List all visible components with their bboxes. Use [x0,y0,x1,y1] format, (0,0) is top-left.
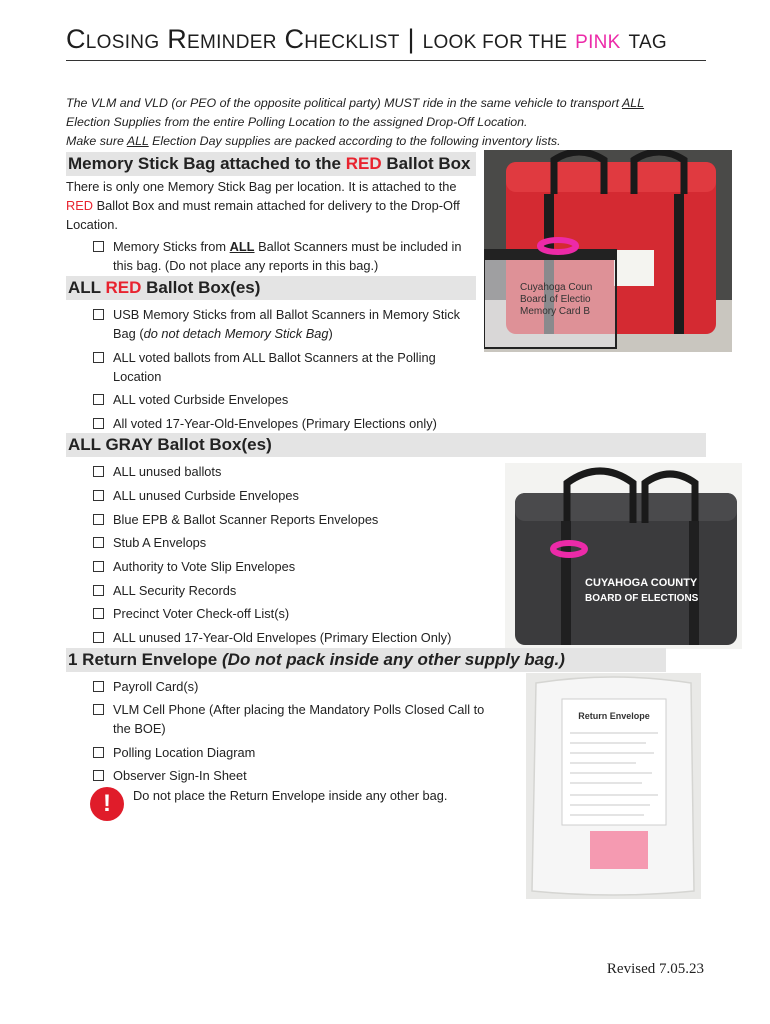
item-text: ALL unused 17-Year-Old Envelopes (Primary Election Only) [113,630,452,645]
checkbox[interactable] [93,514,104,525]
item-text: ALL unused Curbside Envelopes [113,488,299,503]
red-ballot-box-photo [484,150,732,352]
intro-line3-a: Make sure [66,134,124,148]
item-text: Payroll Card(s) [113,679,199,694]
checkbox[interactable] [93,241,104,252]
checkbox[interactable] [93,537,104,548]
item-text-b: Ballot Scanners must be included in this bag. (Do not place any reports in this bag.) [113,239,462,273]
item-text-a: USB Memory Sticks from all Ballot Scanners in Memory Stick Bag ( [113,307,461,341]
item-text-underline: ALL [229,239,255,254]
memory-stick-paragraph [66,177,472,234]
return-envelope-illustration [526,673,701,899]
intro-line1-underline: ALL [622,96,645,110]
gray-bag-print-line1: CUYAHOGA COUNTY [585,577,698,589]
intro-line3-b: Election Day supplies are packed according to the following inventory lists. [152,134,561,148]
memory-para-a: There is only one Memory Stick Bag per location. It is attached to the [66,179,457,194]
checklist-item [113,581,493,600]
section-heading-red-ballot-box [66,276,476,300]
title-separator: | [407,24,415,54]
checklist-item [113,414,493,433]
item-text-b: ) [328,326,333,341]
memory-para-b: Ballot Box and must remain attached for delivery to the Drop-Off Location. [66,198,460,232]
checklist-item [113,743,473,762]
item-text: Polling Location Diagram [113,745,256,760]
item-text-italic: do not detach Memory Stick Bag [143,326,329,341]
section-heading-memory-stick-bag [66,152,476,176]
title-sub-suffix: TAG [628,32,668,53]
checkbox[interactable] [93,418,104,429]
checklist-item [113,700,498,738]
red-heading-b: Ballot Box(es) [146,278,261,297]
item-text: Precinct Voter Check-off List(s) [113,606,290,621]
item-text-a: Memory Sticks from [113,239,227,254]
item-text: ALL voted Curbside Envelopes [113,392,289,407]
gray-heading: ALL GRAY Ballot Box(es) [68,435,272,454]
title-main: Closing Reminder Checklist [66,24,400,54]
title-sub-prefix: LOOK FOR THE [422,32,568,53]
item-text: Observer Sign-In Sheet [113,768,247,783]
item-text: ALL unused ballots [113,464,222,479]
memory-heading-red: RED [345,154,382,173]
checkbox[interactable] [93,561,104,572]
envelope-title: Return Envelope [578,711,650,721]
red-bag-print-line2: Board of Electio [520,294,591,305]
item-text: Stub A Envelops [113,535,207,550]
checklist-item [113,557,493,576]
memory-para-red: RED [66,198,94,213]
warning-icon: ! [90,787,124,821]
checklist-item [113,677,473,696]
checklist-item [113,348,463,386]
return-envelope-photo [526,673,701,899]
item-text: ALL voted ballots from ALL Ballot Scanners at the Polling Location [113,350,436,384]
checkbox[interactable] [93,632,104,643]
checkbox[interactable] [93,770,104,781]
title-pink-word: PINK [575,32,621,53]
warning-text: Do not place the Return Envelope inside any other bag. [133,788,448,803]
checklist-item [113,237,473,275]
memory-heading-b: Ballot Box [386,154,471,173]
checklist-item [113,462,221,481]
revision-date: Revised 7.05.23 [606,961,704,977]
gray-bag-illustration [505,463,742,649]
intro-line2: Election Supplies from the entire Polling Location to the assigned Drop-Off Location. [66,115,528,129]
item-text: Authority to Vote Slip Envelopes [113,559,296,574]
memory-heading-a: Memory Stick Bag attached to the [68,154,342,173]
red-heading-red: RED [105,278,142,297]
red-bag-print-line3: Memory Card B [520,306,591,317]
checkbox[interactable] [93,747,104,758]
checkbox[interactable] [93,352,104,363]
gray-ballot-box-photo [505,463,742,649]
item-text: Blue EPB & Ballot Scanner Reports Envelopes [113,512,379,527]
section-heading-gray-ballot-box [66,433,706,457]
checklist-item [113,533,493,552]
checklist-item [113,390,473,409]
checklist-item [113,486,493,505]
checklist-item [113,628,493,647]
intro-line3-underline: ALL [126,134,149,148]
checklist-item [113,766,473,785]
checkbox[interactable] [93,309,104,320]
red-bag-illustration [484,150,732,352]
checkbox[interactable] [93,608,104,619]
gray-bag-print-line2: BOARD OF ELECTIONS [585,593,699,604]
item-text: ALL Security Records [113,583,237,598]
red-heading-a: ALL [68,278,101,297]
section-heading-return-envelope [66,648,666,672]
return-heading-italic: (Do not pack inside any other supply bag.) [222,650,565,669]
checklist-item [113,510,493,529]
checkbox[interactable] [93,704,104,715]
item-text: VLM Cell Phone (After placing the Mandatory Polls Closed Call to the BOE) [113,702,485,736]
return-heading-a: 1 Return Envelope [68,650,218,669]
checkbox[interactable] [93,394,104,405]
checklist-item [113,604,493,623]
red-bag-print-line1: Cuyahoga Coun [520,282,593,293]
checkbox[interactable] [93,681,104,692]
checkbox[interactable] [93,466,104,477]
intro-line1: The VLM and VLD (or PEO of the opposite political party) MUST ride in the same vehicle to transport [66,96,620,110]
checklist-item [113,305,463,343]
checkbox[interactable] [93,585,104,596]
intro-text [66,94,706,151]
page-title [66,24,706,61]
checkbox[interactable] [93,490,104,501]
item-text: All voted 17-Year-Old-Envelopes (Primary Elections only) [113,416,437,431]
